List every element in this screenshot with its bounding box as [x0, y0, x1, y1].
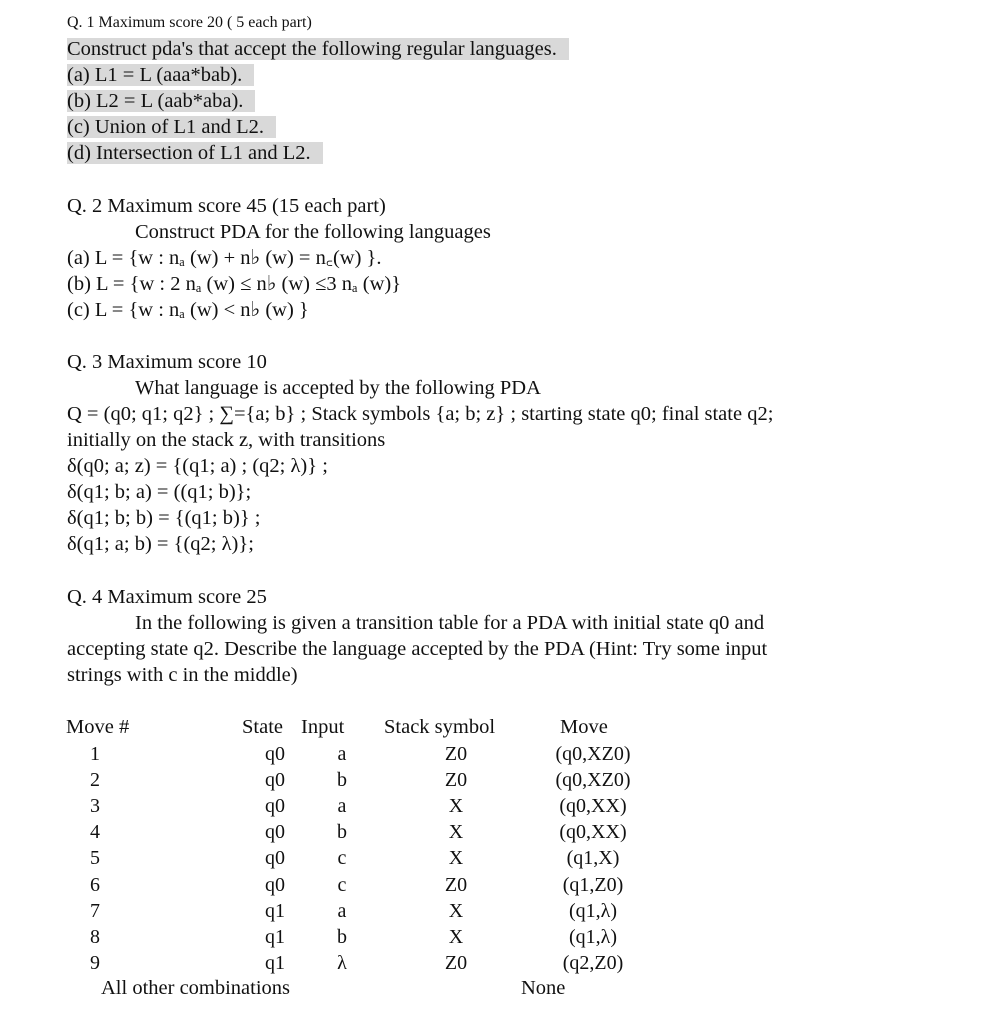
header-move: Move: [560, 716, 608, 738]
cell-move: (q2,Z0): [562, 952, 624, 975]
cell-move: (q0,XX): [559, 794, 627, 817]
cell-move-number: 9: [90, 952, 100, 975]
cell-input: b: [337, 768, 347, 791]
q2-line-b: (b) L = {w : 2 nₐ (w) ≤ n♭ (w) ≤3 nₐ (w)}: [67, 273, 402, 295]
cell-stack-symbol: Z0: [444, 768, 468, 791]
cell-state: q0: [265, 742, 285, 765]
table-row: [66, 872, 658, 898]
q1-line-intro: Construct pda's that accept the following regular languages.: [67, 38, 569, 60]
table-row: [66, 793, 658, 819]
q4-line-1: In the following is given a transition table for a PDA with initial state q0 and: [135, 612, 765, 634]
cell-move: (q0,XX): [559, 821, 627, 844]
table-footer-label: All other combinations: [101, 977, 291, 999]
cell-state: q0: [265, 847, 285, 870]
header-move-number: Move #: [66, 716, 130, 738]
header-stack-symbol: Stack symbol: [384, 716, 496, 738]
cell-state: q1: [265, 925, 285, 948]
q1-heading: Q. 1 Maximum score 20 ( 5 each part): [67, 14, 312, 31]
cell-stack-symbol: X: [448, 847, 464, 870]
cell-state: q0: [265, 821, 285, 844]
cell-state: q0: [265, 768, 285, 791]
q3-transition-3: δ(q1; b; b) = {(q1; b)} ;: [67, 507, 261, 529]
cell-stack-symbol: Z0: [444, 952, 468, 975]
q3-transition-1: δ(q0; a; z) = {(q1; a) ; (q2; λ)} ;: [67, 455, 328, 477]
table-row: [66, 898, 658, 924]
cell-move: (q0,XZ0): [555, 742, 631, 765]
cell-input: a: [337, 794, 347, 817]
q3-intro: What language is accepted by the following PDA: [135, 377, 541, 399]
transition-table: [66, 714, 658, 977]
q3-transition-4: δ(q1; a; b) = {(q2; λ)};: [67, 533, 254, 555]
cell-input: b: [337, 821, 347, 844]
table-header-row: [66, 714, 658, 741]
cell-move-number: 7: [90, 899, 100, 922]
q2-line-a: (a) L = {w : nₐ (w) + n♭ (w) = n꜀(w) }.: [67, 247, 382, 269]
cell-stack-symbol: X: [448, 899, 464, 922]
table-row: [66, 924, 658, 950]
cell-input: c: [337, 847, 347, 870]
q1-line-d: (d) Intersection of L1 and L2.: [67, 142, 323, 164]
table-footer-value: None: [521, 977, 566, 999]
q3-line-states: Q = (q0; q1; q2} ; ∑={a; b} ; Stack symbols {a; b; z} ; starting state q0; final state q2;: [67, 403, 774, 425]
q3-heading: Q. 3 Maximum score 10: [67, 351, 267, 373]
q4-heading: Q. 4 Maximum score 25: [67, 586, 267, 608]
cell-stack-symbol: X: [448, 794, 464, 817]
cell-input: λ: [337, 952, 347, 975]
q3-line-initial: initially on the stack z, with transitions: [67, 429, 386, 451]
cell-state: q1: [265, 899, 285, 922]
cell-move: (q1,Z0): [562, 873, 624, 896]
cell-stack-symbol: X: [448, 821, 464, 844]
table-row: [66, 820, 658, 846]
cell-move-number: 2: [90, 768, 100, 791]
table-row: [66, 846, 658, 872]
cell-move: (q1,λ): [568, 899, 618, 922]
cell-input: a: [337, 899, 347, 922]
header-input: Input: [301, 716, 345, 738]
q4-line-3: strings with c in the middle): [67, 664, 298, 686]
q2-heading: Q. 2 Maximum score 45 (15 each part): [67, 195, 386, 217]
q4-line-2: accepting state q2. Describe the language accepted by the PDA (Hint: Try some input: [67, 638, 768, 660]
cell-move: (q0,XZ0): [555, 768, 631, 791]
cell-move: (q1,λ): [568, 925, 618, 948]
cell-input: c: [337, 873, 347, 896]
cell-state: q1: [265, 952, 285, 975]
q1-line-b: (b) L2 = L (aab*aba).: [67, 90, 255, 112]
cell-stack-symbol: Z0: [444, 873, 468, 896]
cell-move-number: 1: [90, 742, 100, 765]
cell-stack-symbol: X: [448, 925, 464, 948]
q2-line-c: (c) L = {w : nₐ (w) < n♭ (w) }: [67, 299, 309, 321]
q2-intro: Construct PDA for the following languages: [135, 221, 491, 243]
cell-state: q0: [265, 873, 285, 896]
table-row: [66, 741, 658, 767]
table-row: [66, 951, 658, 977]
header-state: State: [242, 716, 283, 738]
cell-input: a: [337, 742, 347, 765]
cell-move-number: 5: [90, 847, 100, 870]
cell-move-number: 4: [90, 821, 100, 844]
table-row: [66, 767, 658, 793]
cell-move-number: 6: [90, 873, 100, 896]
q3-transition-2: δ(q1; b; a) = ((q1; b)};: [67, 481, 252, 503]
cell-input: b: [337, 925, 347, 948]
cell-stack-symbol: Z0: [444, 742, 468, 765]
cell-move: (q1,X): [566, 847, 620, 870]
cell-move-number: 8: [90, 925, 100, 948]
q1-line-c: (c) Union of L1 and L2.: [67, 116, 276, 138]
q1-line-a: (a) L1 = L (aaa*bab).: [67, 64, 254, 86]
cell-move-number: 3: [90, 794, 100, 817]
cell-state: q0: [265, 794, 285, 817]
